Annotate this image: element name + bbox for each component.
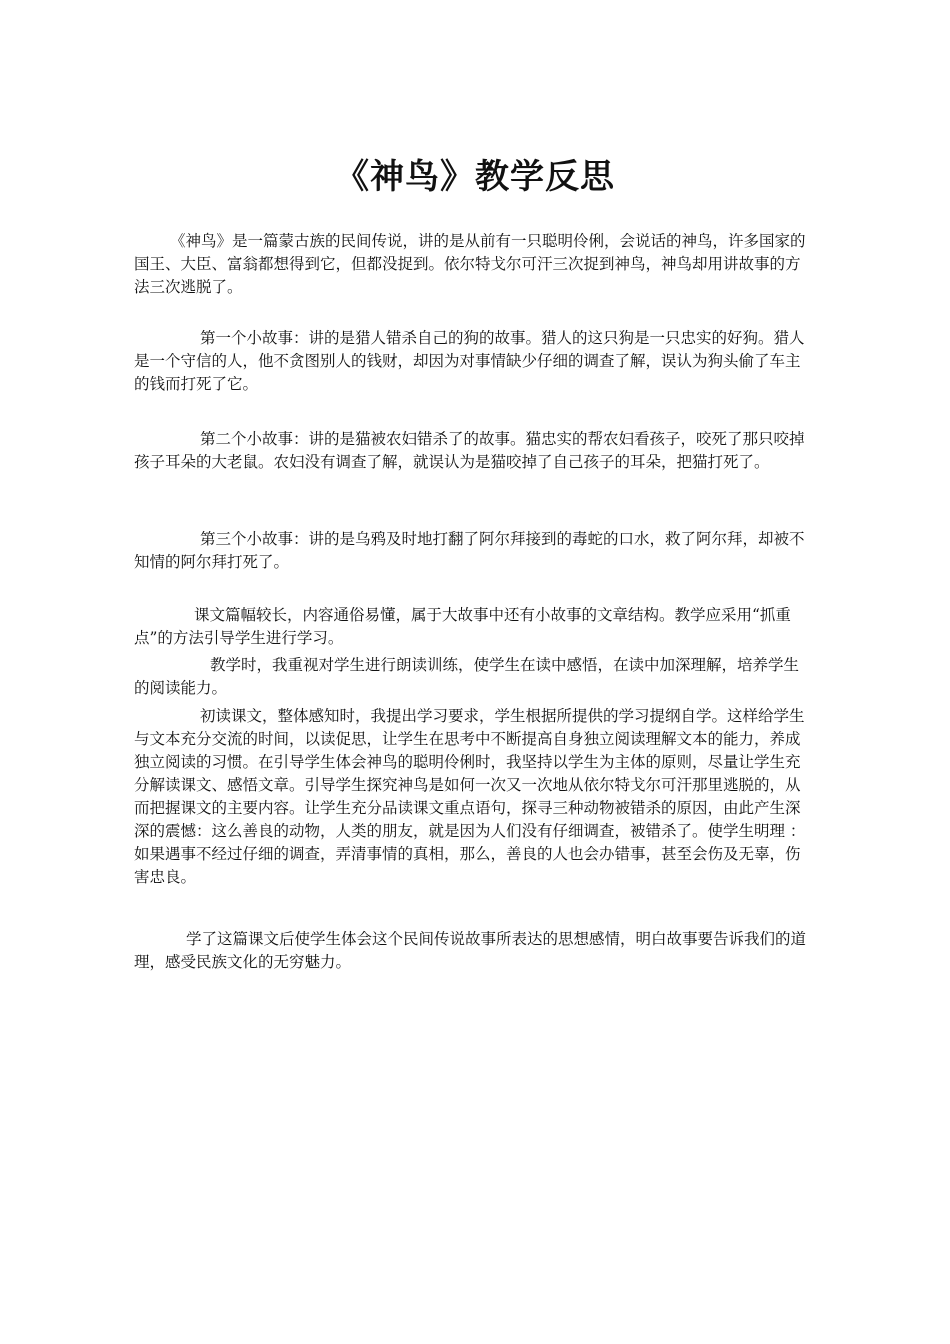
- paragraph-structure: 课文篇幅较长，内容通俗易懂，属于大故事中还有小故事的文章结构。教学应采用“抓重点”的方法引导学生进行学习。: [134, 606, 791, 647]
- paragraph-conclusion: 学了这篇课文后使学生体会这个民间传说故事所表达的思想感情，明白故事要告诉我们的道理，感受民族文化的无穷魅力。: [134, 930, 807, 971]
- paragraph-story-one: 第一个小故事：讲的是猎人错杀自己的狗的故事。猎人的这只狗是一只忠实的好狗。猎人是一个守信的人，他不贪图别人的钱财，却因为对事情缺少仔细的调查了解，误认为狗头偷了车主的钱而打死了它。: [134, 329, 805, 393]
- paragraph-teaching-process: 初读课文，整体感知时，我提出学习要求，学生根据所提供的学习提纲自学。这样给学生与文本充分交流的时间，以读促思，让学生在思考中不断提高自身独立阅读理解文本的能力，养成独立阅读的习惯。在引导学生体会神鸟的聪明伶俐时，我坚持以学生为主体的原则，尽量让学生充分解读课文、感悟文章。引导学生探究神鸟是如何一次又一次地从依尔特戈尔可汗那里逃脱的，从而把握课文的主要内容。让学生充分品读课文重点语句，探寻三种动物被错杀的原因，由此产生深深的震憾：这么善良的动物，人类的朋友，就是因为人们没有仔细调查，被错杀了。使学生明理 ：如果遇事不经过仔细的调查，弄清事情的真相，那么，善良的人也会办错事，甚至会伤及无辜，伤害忠良。: [134, 707, 806, 886]
- page-title: 《神鸟》教学反思: [335, 157, 615, 197]
- paragraph-story-three: 第三个小故事：讲的是乌鸦及时地打翻了阿尔拜接到的毒蛇的口水，救了阿尔拜，却被不知情的阿尔拜打死了。: [134, 530, 805, 571]
- paragraph-reading-training: 教学时，我重视对学生进行朗读训练，使学生在读中感悟，在读中加深理解，培养学生的阅读能力。: [134, 656, 800, 697]
- paragraph-story-two: 第二个小故事：讲的是猫被农妇错杀了的故事。猫忠实的帮农妇看孩子，咬死了那只咬掉孩子耳朵的大老鼠。农妇没有调查了解，就误认为是猫咬掉了自己孩子的耳朵，把猫打死了。: [134, 430, 805, 471]
- paragraph-intro: 《神鸟》是一篇蒙古族的民间传说，讲的是从前有一只聪明伶俐，会说话的神鸟，许多国家的国王、大臣、富翁都想得到它，但都没捉到。依尔特戈尔可汗三次捉到神鸟，神鸟却用讲故事的方法三次逃脱了。: [134, 232, 806, 296]
